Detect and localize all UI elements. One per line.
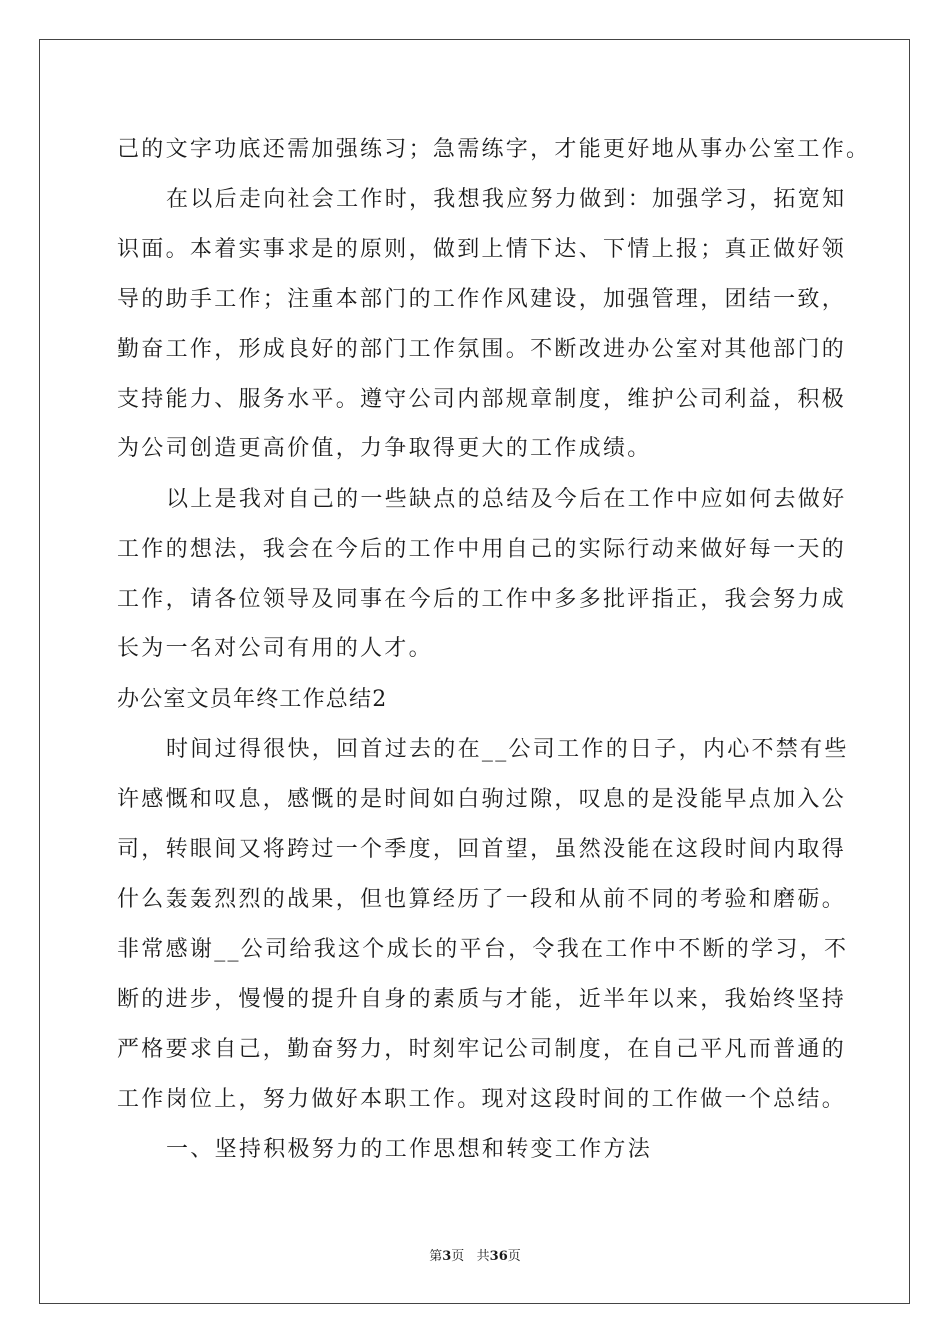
body-line: 断的进步，慢慢的提升自身的素质与才能，近半年以来，我始终坚持	[117, 987, 847, 1012]
body-line: 长为一名对公司有用的人才。	[117, 636, 433, 661]
body-line: 工作的想法，我会在今后的工作中用自己的实际行动来做好每一天的	[117, 537, 847, 562]
body-line: 什么轰轰烈烈的战果，但也算经历了一段和从前不同的考验和磨砺。	[117, 887, 847, 912]
footer-middle: 页 共	[451, 1249, 490, 1264]
body-line: 己的文字功底还需加强练习；急需练字，才能更好地从事办公室工作。	[117, 137, 871, 162]
footer-suffix: 页	[507, 1249, 521, 1264]
body-line: 非常感谢__公司给我这个成长的平台，令我在工作中不断的学习，不	[117, 937, 849, 962]
numbered-subheading: 一、坚持积极努力的工作思想和转变工作方法	[166, 1137, 653, 1162]
total-pages-number: 36	[489, 1249, 508, 1264]
body-line: 许感慨和叹息，感慨的是时间如白驹过隙，叹息的是没能早点加入公	[117, 787, 847, 812]
page-border	[39, 39, 910, 1304]
footer-prefix: 第	[429, 1249, 443, 1264]
body-line: 识面。本着实事求是的原则，做到上情下达、下情上报；真正做好领	[117, 237, 847, 262]
paragraph-first-line: 时间过得很快，回首过去的在__公司工作的日子，内心不禁有些	[166, 737, 849, 762]
body-line: 勤奋工作，形成良好的部门工作氛围。不断改进办公室对其他部门的	[117, 337, 847, 362]
body-line: 工作，请各位领导及同事在今后的工作中多多批评指正，我会努力成	[117, 587, 847, 612]
body-line: 工作岗位上，努力做好本职工作。现对这段时间的工作做一个总结。	[117, 1087, 847, 1112]
body-line: 为公司创造更高价值，力争取得更大的工作成绩。	[117, 436, 652, 461]
current-page-number: 3	[442, 1249, 452, 1264]
paragraph-first-line: 以上是我对自己的一些缺点的总结及今后在工作中应如何去做好	[166, 487, 847, 512]
body-line: 司，转眼间又将跨过一个季度，回首望，虽然没能在这段时间内取得	[117, 837, 847, 862]
body-line: 严格要求自己，勤奋努力，时刻牢记公司制度，在自己平凡而普通的	[117, 1037, 847, 1062]
body-line: 导的助手工作；注重本部门的工作作风建设，加强管理，团结一致，	[117, 287, 847, 312]
body-line: 支持能力、服务水平。遵守公司内部规章制度，维护公司利益，积极	[117, 387, 847, 412]
paragraph-first-line: 在以后走向社会工作时，我想我应努力做到：加强学习，拓宽知	[166, 187, 847, 212]
page-footer	[0, 1249, 950, 1265]
section-heading: 办公室文员年终工作总结2	[117, 687, 388, 712]
